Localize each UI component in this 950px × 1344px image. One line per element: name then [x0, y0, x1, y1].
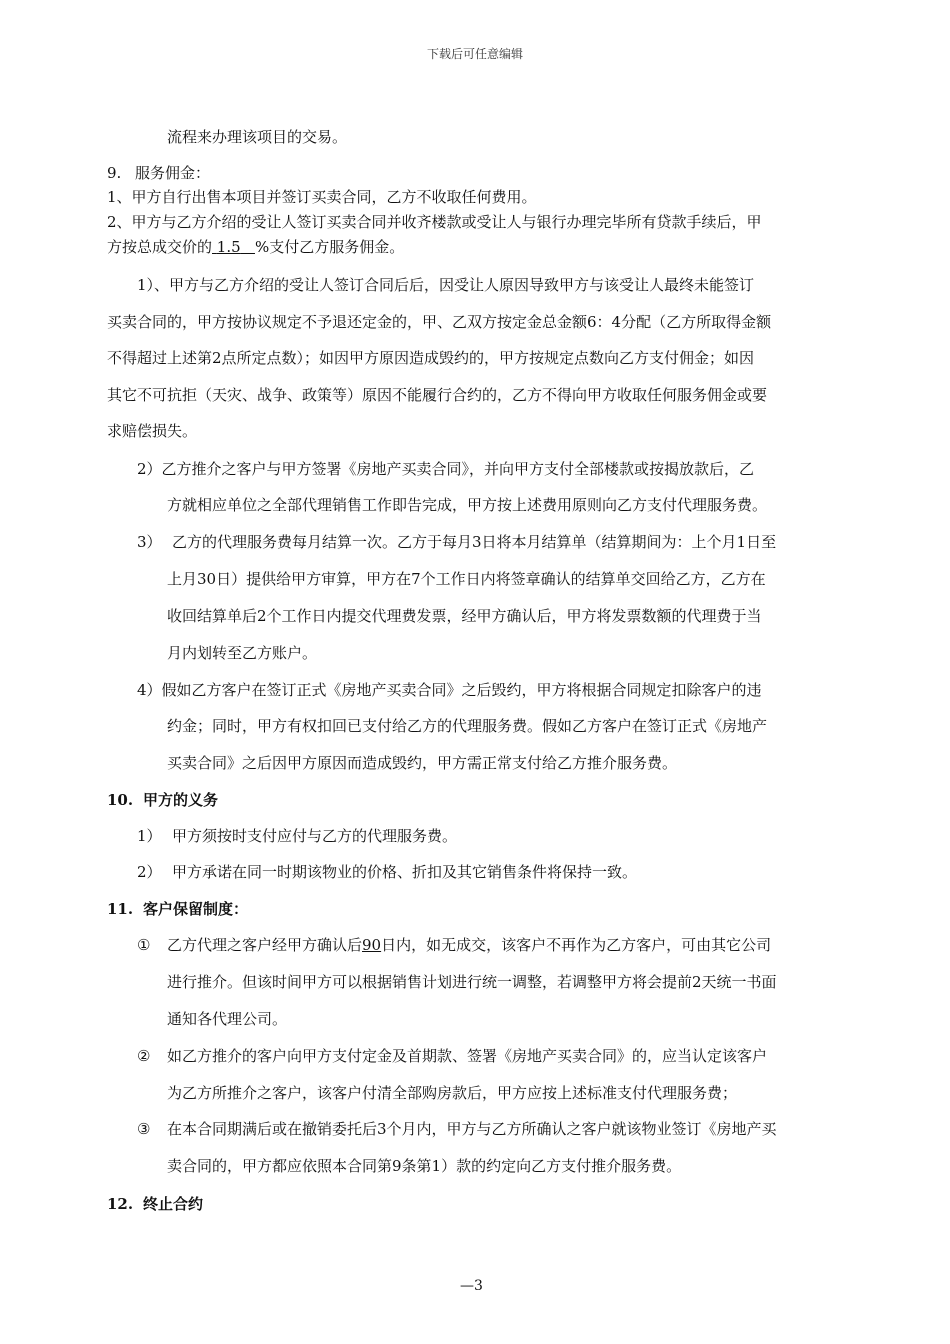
list-number: 1）	[137, 827, 162, 845]
paragraph-line: 进行推介。但该时间甲方可以根据销售计划进行统一调整，若调整甲方将会提前2天统一书面	[167, 973, 777, 991]
text: 日内，如无成交，该客户不再作为乙方客户，可由其它公司	[381, 936, 772, 954]
retention-days: 90	[362, 936, 382, 954]
paragraph-line: 收回结算单后2个工作日内提交代理费发票，经甲方确认后，甲方将发票数额的代理费于当	[167, 607, 762, 625]
paragraph-line: 通知各代理公司。	[167, 1010, 288, 1028]
page-number: —3	[460, 1278, 483, 1294]
section-9-heading	[107, 163, 210, 183]
paragraph-line: 1、甲方自行出售本项目并签订买卖合同，乙方不收取任何费用。	[107, 188, 537, 206]
circled-number: ②	[137, 1047, 151, 1065]
section-number: 12.	[107, 1195, 134, 1213]
circled-number: ③	[137, 1120, 151, 1138]
list-number: 3）	[137, 533, 162, 551]
paragraph-line: 1）、甲方与乙方介绍的受让人签订合同后后，因受让人原因导致甲方与该受让人最终未能签订	[137, 276, 755, 294]
paragraph-line: 卖合同的，甲方都应依照本合同第9条第1）款的约定向乙方支付推介服务费。	[167, 1157, 682, 1175]
paragraph-line: 约金；同时，甲方有权扣回已支付给乙方的代理服务费。假如乙方客户在签订正式《房地产	[167, 717, 768, 735]
section-11-heading	[107, 899, 248, 919]
commission-rate-value	[212, 238, 255, 256]
section-title: 服务佣金：	[135, 164, 211, 182]
paragraph-line: 4）假如乙方客户在签订正式《房地产买卖合同》之后毁约，甲方将根据合同规定扣除客户的违	[137, 681, 762, 699]
section-title: 终止合约	[143, 1195, 204, 1213]
paragraph-line: 其它不可抗拒（天灾、战争、政策等）原因不能履行合约的，乙方不得向甲方收取任何服务佣金或要	[107, 386, 768, 404]
page-header: 下载后可任意编辑	[426, 47, 523, 61]
section-10-heading	[107, 790, 218, 810]
paragraph-line: 方就相应单位之全部代理销售工作即告完成，甲方按上述费用原则向乙方支付代理服务费。	[167, 496, 768, 514]
paragraph-line: 乙方的代理服务费每月结算一次。乙方于每月3日将本月结算单（结算期间为：上个月1日至	[172, 533, 777, 551]
paragraph-line: 不得超过上述第2点所定点数）；如因甲方原因造成毁约的，甲方按规定点数向乙方支付佣金；如因	[107, 349, 755, 367]
commission-rate-line	[107, 237, 404, 257]
section-title: 甲方的义务	[143, 791, 219, 809]
text: %支付乙方服务佣金。	[254, 238, 405, 256]
paragraph-line	[167, 935, 771, 955]
paragraph-line: 如乙方推介的客户向甲方支付定金及首期款、签署《房地产买卖合同》的，应当认定该客户	[167, 1047, 768, 1065]
paragraph-line: 2）乙方推介之客户与甲方签署《房地产买卖合同》，并向甲方支付全部楼款或按揭放款后，乙	[137, 460, 755, 478]
rate-text: 1.5	[216, 238, 241, 256]
list-number: 2）	[137, 863, 162, 881]
text: 乙方代理之客户经甲方确认后	[167, 936, 363, 954]
paragraph-line: 买卖合同》之后因甲方原因而造成毁约，甲方需正常支付给乙方推介服务费。	[167, 754, 678, 772]
section-number: 9.	[107, 164, 122, 182]
text: 方按总成交价的	[107, 238, 213, 256]
paragraph-line: 2、甲方与乙方介绍的受让人签订买卖合同并收齐楼款或受让人与银行办理完毕所有贷款手续后，甲	[107, 213, 762, 231]
section-number: 11.	[107, 900, 134, 918]
paragraph-line: 甲方须按时支付应付与乙方的代理服务费。	[172, 827, 458, 845]
paragraph-line: 买卖合同的，甲方按协议规定不予退还定金的，甲、乙双方按定金总金额6：4分配（乙方所取得金额	[107, 313, 772, 331]
paragraph-line: 月内划转至乙方账户。	[167, 644, 318, 662]
paragraph-line: 在本合同期满后或在撤销委托后3个月内，甲方与乙方所确认之客户就该物业签订《房地产买	[167, 1120, 777, 1138]
section-title: 客户保留制度：	[143, 900, 249, 918]
section-number: 10.	[107, 791, 134, 809]
paragraph-line: 为乙方所推介之客户，该客户付清全部购房款后，甲方应按上述标准支付代理服务费；	[167, 1084, 738, 1102]
paragraph-line: 流程来办理该项目的交易。	[167, 128, 348, 146]
paragraph-line: 甲方承诺在同一时期该物业的价格、折扣及其它销售条件将保持一致。	[172, 863, 638, 881]
section-12-heading	[107, 1194, 203, 1214]
circled-number: ①	[137, 936, 151, 954]
paragraph-line: 求赔偿损失。	[107, 422, 198, 440]
paragraph-line: 上月30日）提供给甲方审算，甲方在7个工作日内将签章确认的结算单交回给乙方，乙方在	[167, 570, 766, 588]
